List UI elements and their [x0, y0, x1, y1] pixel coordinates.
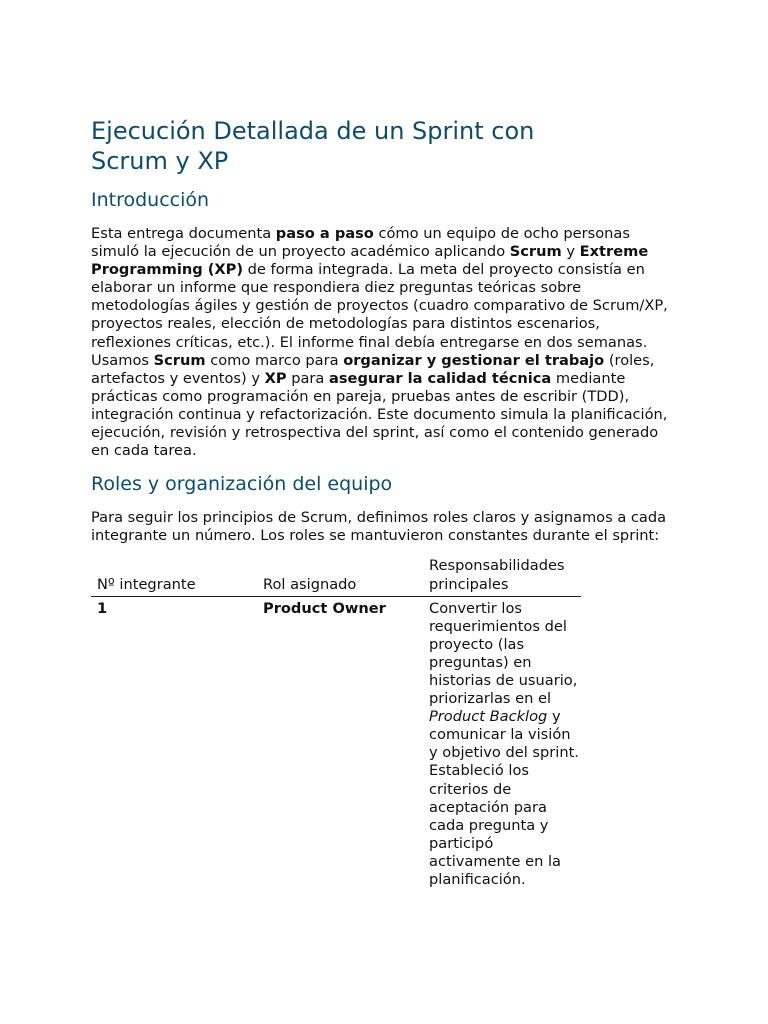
column-header-member: Nº integrante: [97, 575, 196, 593]
roles-table: [91, 557, 581, 889]
page-title: Ejecución Detallada de un Sprint con Scrum y XP: [91, 117, 535, 175]
cell-role: Product Owner: [263, 599, 386, 617]
cell-responsibilities: Convertir los requerimientos del proyecto (las preguntas) en historias de usuario, priorizarlas en el Product Backlog y comunicar la visión y objetivo del sprint. Estableció los criterios de aceptación para cada pregunta y participó activamente en la planificación.: [429, 599, 579, 888]
section-heading-introduction: Introducción: [91, 189, 210, 211]
document-content: [91, 116, 681, 889]
section-heading-roles: Roles y organización del equipo: [91, 473, 393, 496]
table-row: [91, 596, 581, 889]
roles-paragraph: Para seguir los principios de Scrum, definimos roles claros y asignamos a cada integrante un número. Los roles se mantuvieron constantes durante el sprint:: [91, 509, 667, 545]
column-header-responsibilities: Responsabilidades principales: [429, 557, 565, 593]
introduction-paragraph: Esta entrega documenta paso a paso cómo un equipo de ocho personas simuló la ejecución de un proyecto académico aplicando Scrum y Extreme Programming (XP) de forma integrada. La meta del proyecto consistía en elaborar un informe que respondiera diez preguntas teóricas sobre metodologías ágiles y gestión de proyectos (cuadro comparativo de Scrum/XP, proyectos reales, elección de metodologías para distintos escenarios, reflexiones críticas, etc.). El informe final debía entregarse en dos semanas. Usamos Scrum como marco para organizar y gestionar el trabajo (roles, artefactos y eventos) y XP para asegurar la calidad técnica mediante prácticas como programación en pareja, pruebas antes de escribir (TDD), integración continua y refactorización. Este documento simula la planificación, ejecución, revisión y retrospectiva del sprint, así como el contenido generado en cada tarea.: [91, 225, 668, 460]
table-header-row: [91, 557, 581, 596]
cell-member-number: 1: [97, 599, 108, 617]
column-header-role: Rol asignado: [263, 575, 357, 593]
